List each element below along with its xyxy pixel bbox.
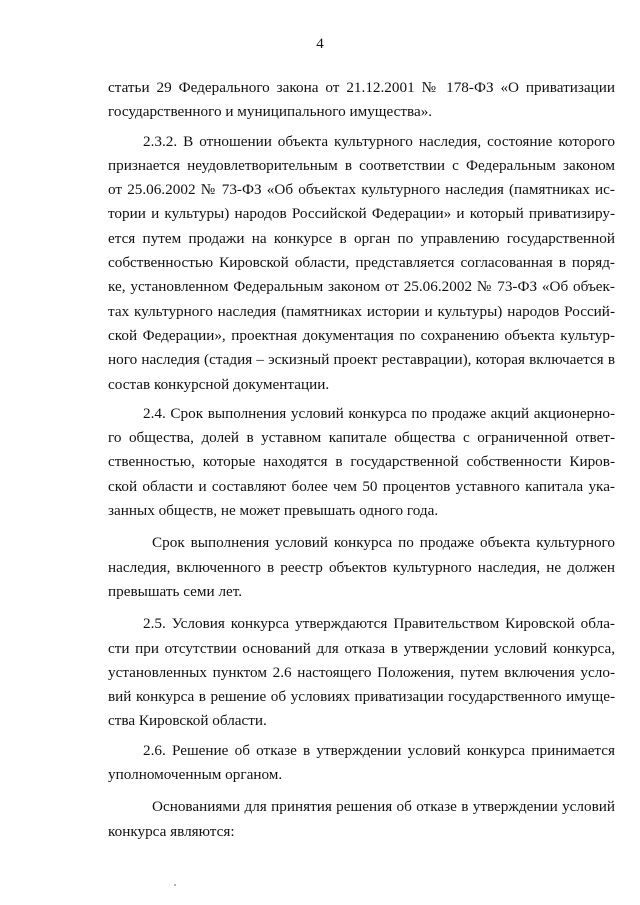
- text-line: го общества, долей в уставном капитале общества с ограниченной ответ-: [108, 429, 615, 447]
- text-line: ется путем продажи на конкурсе в орган по управлению государственной: [108, 229, 615, 247]
- paragraph: [108, 612, 615, 733]
- text-line: 2.3.2. В отношении объекта культурного наследия, состояние которого: [143, 132, 615, 150]
- text-line: ской Федерации», проектная документация по сохранению объекта культур-: [108, 326, 615, 344]
- text-line: ного наследия (стадия – эскизный проект реставрации), которая включается в: [108, 351, 615, 369]
- text-line: ственностью, которые находятся в государственной собственности Киров-: [108, 453, 615, 471]
- text-line: состав конкурсной документации.: [108, 375, 330, 393]
- text-line: наследия, включенного в реестр объектов культурного наследия, не должен: [108, 558, 615, 576]
- text-line: превышать семи лет.: [108, 582, 243, 600]
- text-line: конкурса являются:: [108, 822, 235, 840]
- document-body: [108, 76, 615, 844]
- text-line: 2.4. Срок выполнения условий конкурса по продаже акций акционерно-: [143, 404, 615, 422]
- text-line: установленных пунктом 2.6 настоящего Положения, путем включения усло-: [108, 663, 615, 681]
- text-line: ства Кировской области.: [108, 712, 267, 730]
- text-line: тах культурного наследия (памятниках истории и культуры) народов Россий-: [108, 302, 615, 320]
- text-line: Срок выполнения условий конкурса по продаже объекта культурного: [152, 534, 615, 552]
- text-line: ке, установленном Федеральным законом от 25.06.2002 № 73-ФЗ «Об объек-: [108, 278, 615, 296]
- paragraph: [108, 531, 615, 604]
- paragraph: [108, 76, 615, 125]
- text-line: статьи 29 Федерального закона от 21.12.2001 № 178-ФЗ «О приватизации: [108, 79, 615, 96]
- text-line: 2.6. Решение об отказе в утверждении условий конкурса принимается: [143, 741, 615, 759]
- text-line: занных обществ, не может превышать одного года.: [108, 502, 439, 520]
- text-line: от 25.06.2002 № 73-ФЗ «Об объектах культурного наследия (памятниках ис-: [108, 181, 615, 199]
- text-line: 2.5. Условия конкурса утверждаются Правительством Кировской обла-: [143, 615, 615, 633]
- text-line: сти при отсутствии оснований для отказа в утверждении условий конкурса,: [108, 639, 615, 657]
- paragraph: [108, 739, 615, 788]
- paragraph: [108, 795, 615, 844]
- text-line: вий конкурса в решение об условиях приватизации государственного имуще-: [108, 688, 615, 706]
- text-line: признается неудовлетворительным в соответствии с Федеральным законом: [108, 156, 615, 174]
- text-line: уполномоченным органом.: [108, 766, 283, 784]
- page-number: 4: [316, 36, 324, 52]
- paragraph: [108, 402, 615, 523]
- paragraph: [108, 130, 615, 397]
- text-line: тории и культуры) народов Российской Федерации» и который приватизиру-: [108, 205, 615, 223]
- text-line: собственностью Кировской области, представляется согласованная в поряд-: [108, 254, 615, 272]
- text-line: государственного и муниципального имущества».: [108, 103, 433, 121]
- text-line: Основаниями для принятия решения об отказе в утверждении условий: [152, 798, 615, 816]
- text-line: ской области и составляют более чем 50 процентов уставного капитала ука-: [108, 477, 615, 495]
- scan-artifact: [174, 884, 176, 886]
